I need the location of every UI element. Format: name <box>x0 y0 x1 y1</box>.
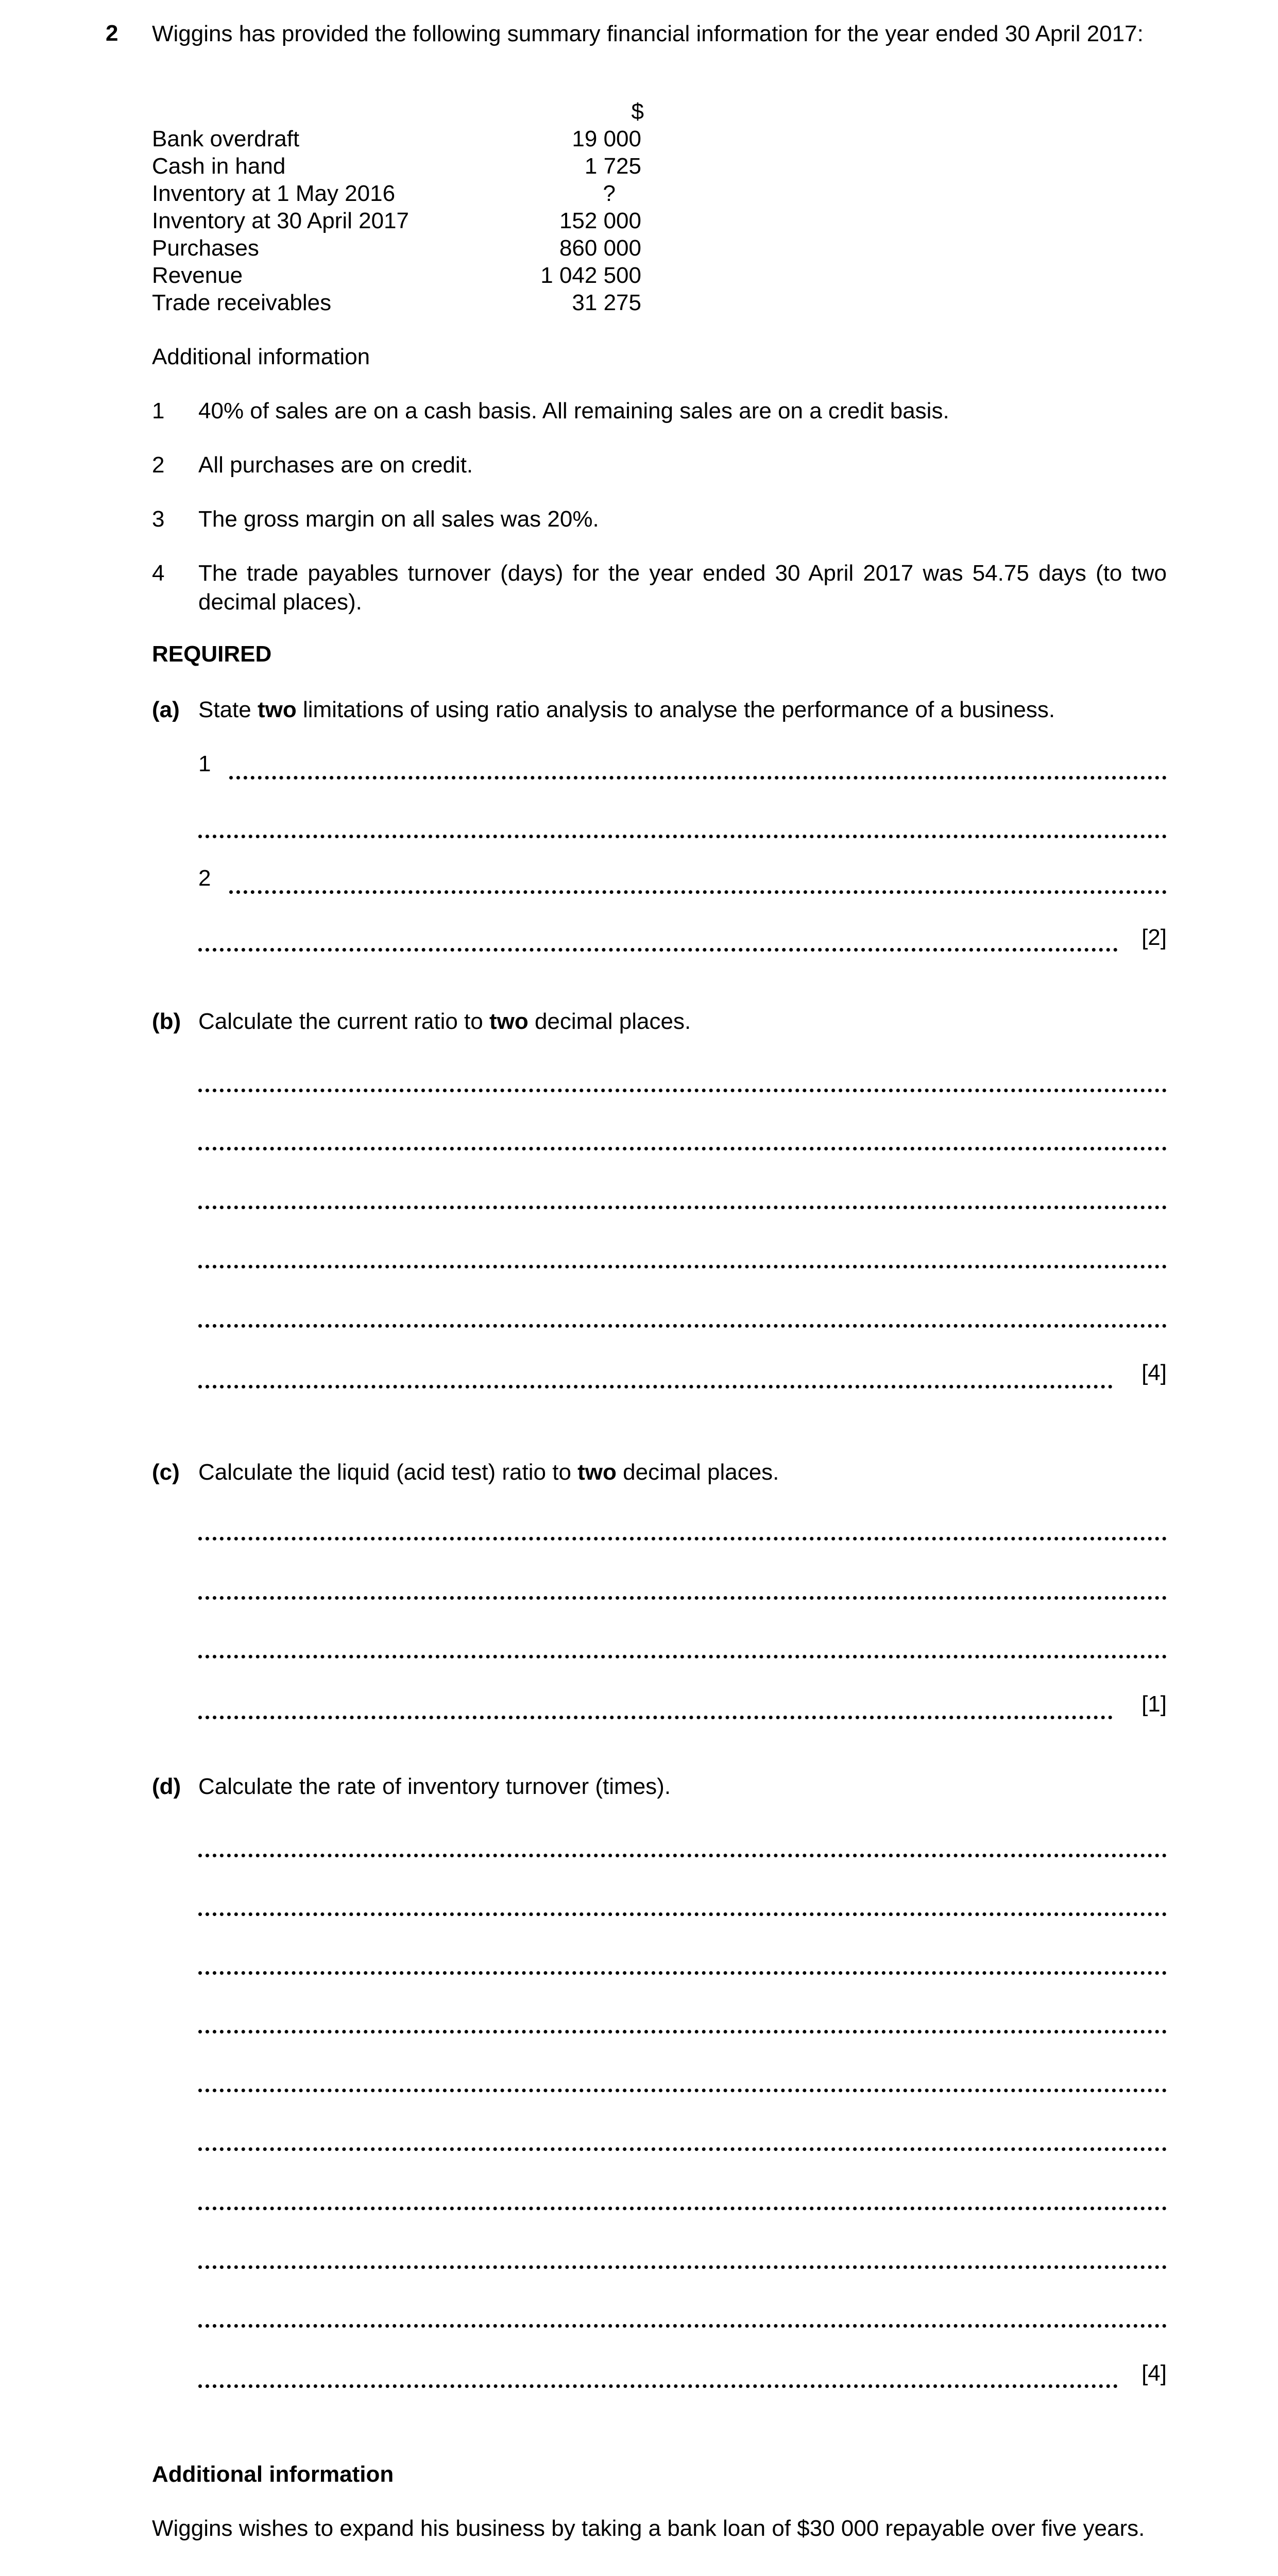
part-c <box>152 1458 1167 1487</box>
question-emphasis: two <box>489 1009 529 1034</box>
item-amount: 152 000 <box>559 208 641 233</box>
question-text: State <box>198 697 258 722</box>
answer-line[interactable] <box>198 2147 1167 2151</box>
item-amount: 1 042 500 <box>540 263 641 288</box>
part-question <box>198 1007 1167 1036</box>
item-label: Purchases <box>152 235 259 261</box>
table-row <box>152 289 641 316</box>
info-text: 40% of sales are on a cash basis. All remaining sales are on a credit basis. <box>198 398 949 423</box>
info-number: 3 <box>152 506 165 532</box>
marks: [2] <box>1141 925 1167 950</box>
info-number: 1 <box>152 398 165 423</box>
answer-line[interactable] <box>198 1912 1167 1916</box>
question-emphasis: two <box>257 697 297 722</box>
question-text: limitations of using ratio analysis to analyse the performance of a business. <box>296 697 1055 722</box>
item-label: Bank overdraft <box>152 126 300 151</box>
part-b <box>152 1007 1167 1036</box>
item-label: Inventory at 1 May 2016 <box>152 181 396 206</box>
item-amount: 860 000 <box>559 235 641 261</box>
answer-line[interactable] <box>198 1854 1167 1857</box>
answer-line[interactable] <box>198 2089 1167 2092</box>
answer-line[interactable] <box>198 2030 1167 2033</box>
table-row <box>152 207 641 234</box>
table-row <box>152 152 641 180</box>
answer-line[interactable] <box>198 1655 1167 1658</box>
required-heading: REQUIRED <box>152 641 272 667</box>
answer-line[interactable] <box>198 1265 1167 1268</box>
info-text: All purchases are on credit. <box>198 452 473 478</box>
part-question <box>198 1458 1167 1487</box>
table-row <box>152 180 641 207</box>
answer-line[interactable] <box>198 835 1167 838</box>
item-amount: 19 000 <box>572 126 641 151</box>
info-number: 2 <box>152 452 165 478</box>
question-number: 2 <box>106 21 118 46</box>
answer-number: 2 <box>198 866 211 891</box>
answer-line[interactable] <box>198 948 1118 952</box>
part-a <box>152 696 1167 724</box>
answer-line[interactable] <box>198 1324 1167 1328</box>
answer-line[interactable] <box>229 890 1167 894</box>
answer-line[interactable] <box>198 1089 1167 1092</box>
answer-line[interactable] <box>198 1537 1167 1540</box>
info-item <box>152 505 1167 534</box>
info-item <box>152 559 1167 617</box>
item-amount: 31 275 <box>572 290 641 315</box>
financial-table <box>152 125 641 316</box>
answer-line[interactable] <box>198 1385 1113 1388</box>
part-label: (b) <box>152 1009 181 1034</box>
info-number: 4 <box>152 561 165 586</box>
currency-header: $ <box>631 99 644 124</box>
info-text: The gross margin on all sales was 20%. <box>198 506 599 532</box>
additional-heading: Additional information <box>152 2462 394 2487</box>
answer-line[interactable] <box>229 776 1167 779</box>
table-row <box>152 262 641 289</box>
question-text: Calculate the liquid (acid test) ratio to <box>198 1460 578 1485</box>
item-amount: 1 725 <box>584 154 641 179</box>
answer-line[interactable] <box>198 2384 1118 2388</box>
answer-line[interactable] <box>198 1206 1167 1209</box>
part-label: (d) <box>152 1774 181 1799</box>
question-emphasis: two <box>577 1460 617 1485</box>
answer-line[interactable] <box>198 2207 1167 2210</box>
table-row <box>152 125 641 152</box>
answer-line[interactable] <box>198 2324 1167 2328</box>
answer-line[interactable] <box>198 1596 1167 1600</box>
marks: [1] <box>1141 1691 1167 1717</box>
part-question: Calculate the rate of inventory turnover (times). <box>198 1774 671 1799</box>
table-row <box>152 234 641 262</box>
item-label: Trade receivables <box>152 290 332 315</box>
part-label: (a) <box>152 697 180 722</box>
answer-line[interactable] <box>198 1716 1113 1719</box>
question-text: decimal places. <box>528 1009 691 1034</box>
marks: [4] <box>1141 1360 1167 1385</box>
item-label: Cash in hand <box>152 154 286 179</box>
additional-heading: Additional information <box>152 344 370 369</box>
answer-line[interactable] <box>198 1971 1167 1975</box>
part-d <box>152 1772 1167 1801</box>
loan-info: Wiggins wishes to expand his business by taking a bank loan of $30 000 repayable over five years. <box>152 2516 1145 2541</box>
question-text: decimal places. <box>616 1460 779 1485</box>
info-text: The trade payables turnover (days) for the year ended 30 April 2017 was 54.75 days (to two decimal places). <box>198 561 1167 615</box>
answer-number: 1 <box>198 751 211 776</box>
question-intro: Wiggins has provided the following summary financial information for the year ended 30 April 2017: <box>152 21 1144 46</box>
answer-line[interactable] <box>198 2265 1167 2269</box>
info-item <box>152 397 1167 426</box>
item-amount: ? <box>603 181 616 206</box>
info-item <box>152 451 1167 480</box>
part-label: (c) <box>152 1460 180 1485</box>
question-text: Calculate the current ratio to <box>198 1009 489 1034</box>
item-label: Inventory at 30 April 2017 <box>152 208 409 233</box>
answer-line[interactable] <box>198 1147 1167 1150</box>
part-question <box>198 696 1167 724</box>
item-label: Revenue <box>152 263 243 288</box>
marks: [4] <box>1141 2361 1167 2386</box>
